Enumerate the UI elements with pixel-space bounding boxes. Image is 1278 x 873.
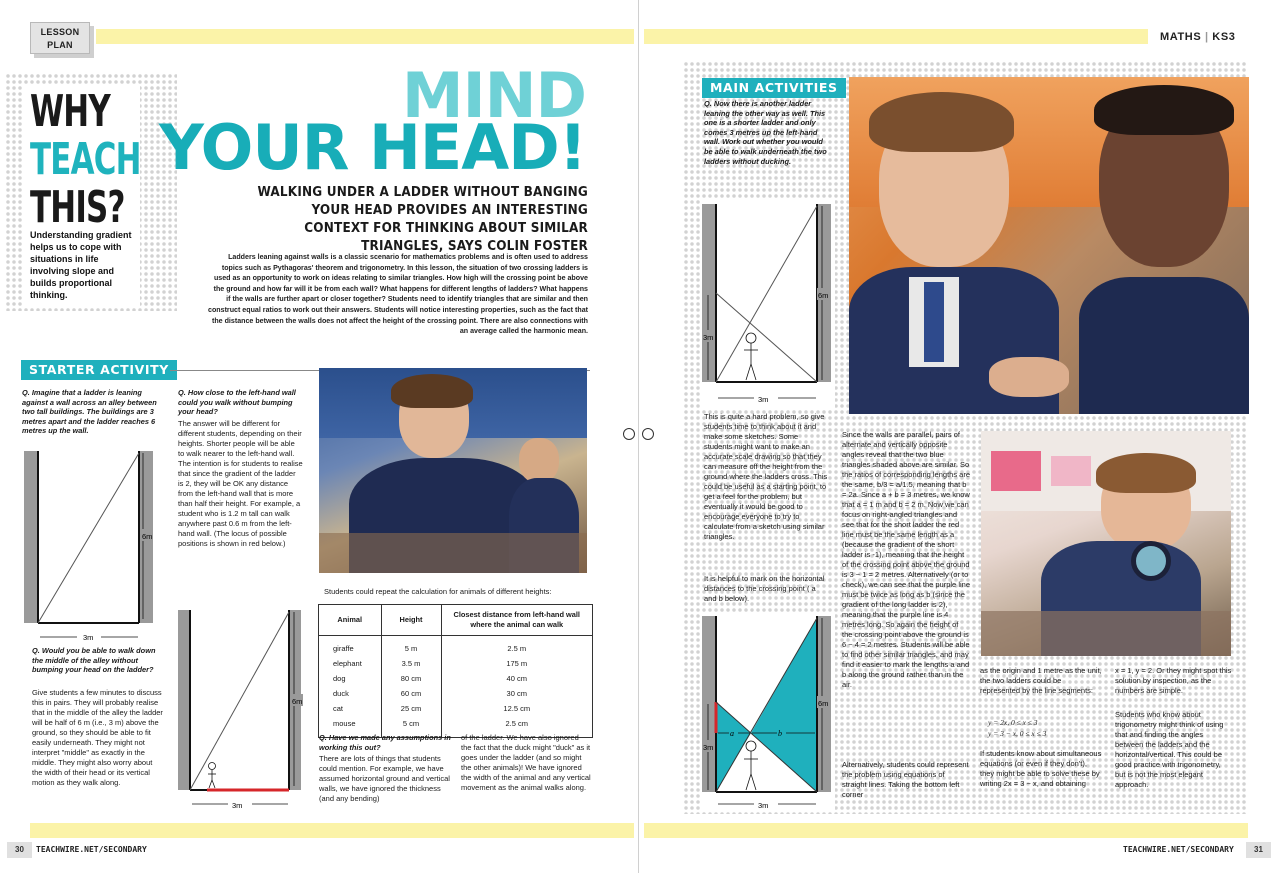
page-number-right: 31 [1246,842,1271,858]
stick-figure-icon [746,741,756,751]
width-label-3m: 3m [758,801,769,810]
table-row [319,635,592,656]
table-cell: 25 cm [381,701,441,716]
title-line-2: YOUR HEAD! [158,111,586,184]
height-label-3m: 3m [703,743,714,752]
subject-label: MATHS [1160,31,1202,43]
lesson-plan-label: LESSON PLAN [40,27,80,50]
label-a: a [730,729,734,738]
starter-question-1: Q. Imagine that a ladder is leaning against a wall across an alley between two tall buildings. The buildings are 3 metres apart and the ladder reaches 6 metres up the wall. [22,388,157,436]
header-bar-left [96,29,634,44]
table-cell: elephant [333,658,362,668]
starter-answer-4b: of the ladder. We have also ignored the fact that the duck might "duck" as it goes under the ladder (and so might the other animals)! We have ignored the width of the animal and any vertical movement as the animal walks along. [461,733,591,792]
table-cell: 2.5 m [441,635,592,656]
table-header-row [319,605,592,635]
width-label-3m: 3m [758,395,769,404]
animal-table [318,604,593,738]
teach-line: TEACH [30,134,141,185]
table-cell: 5 m [381,635,441,656]
header-bar-right [644,29,1148,44]
main-paragraph-4: Alternatively, students could represent the problem using equations of straight lines. Taking the bottom left corner [842,760,969,799]
starter-answer-2: Give students a few minutes to discuss this in pairs. They will probably realise that in the middle of the alley the ladder will be half of 6 m (i.e., 3 m) above the ground, so they should be able to fit easily underneath. They might not interpret "middle" as exactly in the middle. They might also worry about the width of their head or its vertical motion as they walk along. [32,688,163,787]
subtitle: WALKING UNDER A LADDER WITHOUT BANGING YOUR HEAD PROVIDES AN INTERESTING CONTEXT FOR THINKING ABOUT SIMILAR TRIANGLES, SAYS COLIN FOSTER [257,185,588,254]
table-header: Height [381,605,441,635]
table-cell: 12.5 cm [441,701,592,716]
table-cell: giraffe [333,643,354,653]
starter-activity-banner: STARTER ACTIVITY [21,360,177,380]
height-label-3m: 3m [703,333,714,342]
page-number-left: 30 [7,842,32,858]
main-paragraph-8: Students who know about trigonometry might think of using that and finding the angles between the ladders and the horizontal/vertical. This could be good practice with trigonometry, but is not the most elegant approach. [1115,710,1224,789]
page-gutter [638,0,639,873]
title-line-1: MIND [401,59,586,132]
table-cell: mouse [333,718,356,728]
why-line: WHY [30,86,110,137]
diagram-single-ladder [22,447,162,645]
table-cell: 30 cm [441,686,592,701]
footer-bar-right [644,823,1248,838]
why-teach-heading [30,88,141,232]
table-row [319,701,592,716]
table-cell: 60 cm [381,686,441,701]
diagram-crossing-ladders [700,200,835,408]
intro-paragraph: Ladders leaning against walls is a classic scenario for mathematics problems and is often used to address topics such as Pythagoras' theorem and trigonometry. In this lesson, the situation of two crossing ladders is used as an opportunity to work on ideas relating to similar triangles. How high will the crossing point be above the ground and how far will it be from each wall? What happens for different lengths of ladders? What happens if the walls are further apart or closer together? Students need to identify triangles that are similar and then construct equal ratios to work out their answers. Students will notice interesting properties, such as the fact that the distance between the walls does not affect the height of the crossing point. There are also connections with an average called the harmonic mean. [208,253,588,336]
starter-question-3: Q. How close to the left-hand wall could you walk without bumping your head? [178,388,296,417]
diagram-locus [176,608,311,813]
width-label-3m: 3m [232,801,243,810]
table-header: Animal [319,605,381,635]
starter-answer-4a: There are lots of things that students could mention. For example, we have assumed horizontal ground and vertical walls, we have ignored the thickness (and any bending) [319,754,450,803]
site-url-left: TEACHWIRE.NET/SECONDARY [36,845,147,854]
width-label-3m: 3m [83,633,94,642]
photo-student-thinking [319,368,587,573]
photo-student-magnifier [981,431,1231,656]
repeat-calculation-text: Students could repeat the calculation for animals of different heights: [324,587,552,596]
why-description: Understanding gradient helps us to cope with situations in life involving slope and builds proportional thinking. [30,230,132,300]
height-label-6m: 6m [818,699,829,708]
table-cell: 3.5 m [381,656,441,671]
main-paragraph-3: Since the walls are parallel, pairs of alternate and vertically opposite angles reveal that the two blue triangles shaded above are similar. So the ratios of corresponding lengths are the same, b/3 = a/1.5, meaning that b = 2a. Since a + b = 3 metres, we know that a = 1 m and b = 2 m. Now we can focus on right-angled triangles and see that for the short ladder the red line must be the same length as a (because the gradient of the short ladder is -1), meaning that the height of the crossing point above the ground is 3 − 1 = 2 metres. Alternatively (or to check), we can see that the purple line must be twice as long as b (since the gradient of the long ladder is 2), meaning that the purple line is 4 metres long. So again the height of the crossing point above the ground is 6 − 4 = 2 metres. Students will be able to find other similar triangles, and may find it easier to mark the lengths a and b along the ground rather than in the air. [842,430,970,689]
main-activities-banner: MAIN ACTIVITIES [702,78,846,98]
equation-2: y = 3 − x, 0 ≤ x ≤ 3 [988,729,1047,738]
diagram-similar-triangles [700,612,835,812]
table-cell: 5 cm [381,716,441,737]
main-paragraph-7: x = 1, y = 2. Or they might spot this solution by inspection, as the numbers are simple. [1115,666,1232,695]
table-header: Closest distance from left-hand wall where the animal can walk [441,605,592,635]
table-cell: 40 cm [441,671,592,686]
left-wall [24,451,38,623]
table-cell: 2.5 cm [441,716,592,737]
stick-figure-icon [209,763,216,770]
table-cell: dog [333,673,346,683]
table-row [319,656,592,671]
starter-answer-3: The answer will be different for different students, depending on their heights. Shorter people will be able to walk nearer to the left-hand wall. The intention is for students to realise that since the gradient of the ladder is 2, they will be OK any distance from the left-hand wall that is more than half their height. For example, a student who is 1.2 m tall can walk anywhere past 0.6 m from the left-hand wall. (The locus of possible positions is shown in red below.) [178,419,303,548]
label-b: b [778,729,782,738]
main-paragraph-1: This is quite a hard problem, so give students time to think about it and make some sketches. Some students might want to make an accurate scale drawing so that they can measure off the height from the ground where the ladders cross. This could be useful as a starting point, to get a feel for the problem, but eventually it would be good to encourage everyone to try to calculate from a sketch using similar triangles. [704,412,828,541]
footer-bar-left [30,823,634,838]
this-line: THIS? [30,182,125,233]
ladder-line [38,453,139,623]
table-cell: 80 cm [381,671,441,686]
crop-mark-left [623,428,635,440]
equation-1: y = 2x, 0 ≤ x ≤ 3 [988,718,1038,727]
table-row [319,686,592,701]
crop-mark-right [642,428,654,440]
height-label-6m: 6m [142,532,153,541]
site-url-right: TEACHWIRE.NET/SECONDARY [1123,845,1234,854]
main-paragraph-2: It is helpful to mark on the horizontal distances to the crossing point ( a and b below). [704,574,825,603]
subject-header: MATHS | KS3 [1160,31,1236,43]
main-paragraph-5: as the origin and 1 metre as the unit, the two ladders could be represented by the line segments: [980,666,1102,695]
table-cell: 175 m [441,656,592,671]
lesson-plan-tag [30,22,90,54]
height-label-6m: 6m [818,291,829,300]
table-row [319,671,592,686]
stage-label: KS3 [1212,31,1236,43]
main-paragraph-6: If students know about simultaneous equations (or even if they don't), they might be able to solve these by writing 2x = 3 − x, and obtaining [980,749,1102,788]
starter-question-2: Q. Would you be able to walk down the middle of the alley without bumping your head on the ladder? [32,646,156,675]
photo-two-students [849,77,1249,414]
table-cell: cat [333,703,344,713]
table-cell: duck [333,688,349,698]
starter-question-4: Q. Have we made any assumptions in working this out? [319,733,451,752]
height-label-6m: 6m [292,697,303,706]
main-question-1: Q. Now there is another ladder leaning the other way as well. This one is a shorter ladder and only comes 3 metres up the left-hand wall. Work out whether you would be able to walk underneath the two ladders without ducking. [704,99,827,166]
